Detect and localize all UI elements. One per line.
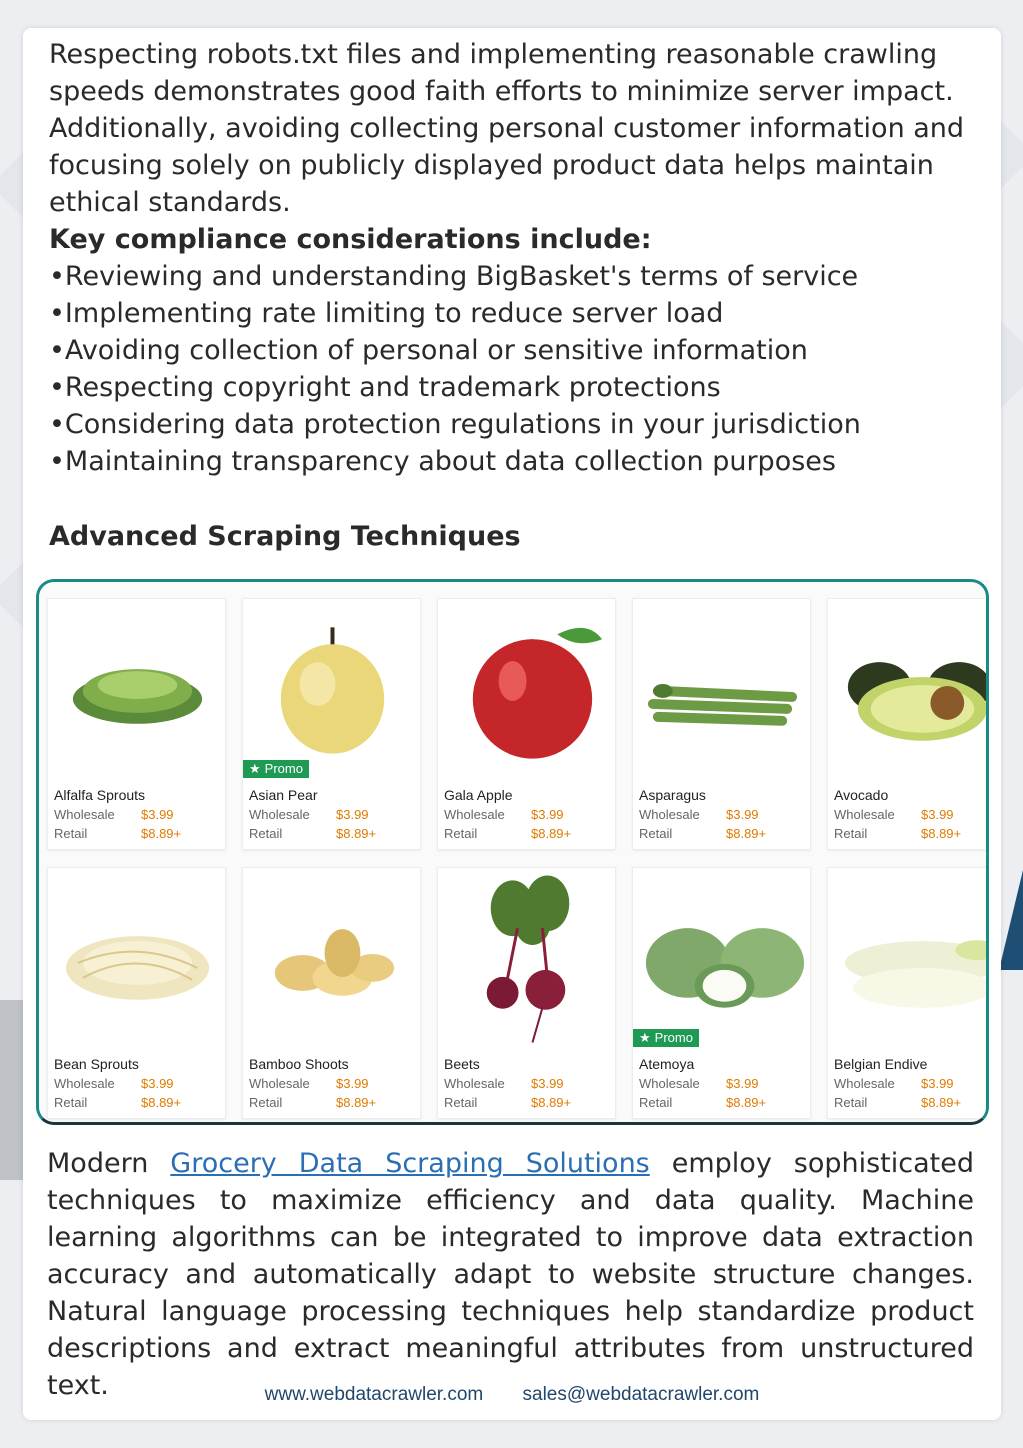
wholesale-price: $3.99 (336, 807, 369, 822)
retail-label: Retail (639, 1095, 673, 1110)
wholesale-label: Wholesale (249, 807, 310, 822)
compliance-item: •Reviewing and understanding BigBasket's terms of service (49, 261, 859, 292)
retail-label: Retail (54, 826, 88, 841)
retail-price-row (834, 1095, 989, 1110)
promo-label: Promo (264, 761, 303, 776)
wholesale-label: Wholesale (444, 1076, 505, 1091)
retail-label: Retail (834, 1095, 868, 1110)
retail-price-row (54, 826, 214, 841)
wholesale-label: Wholesale (54, 1076, 115, 1091)
atemoya-image (633, 868, 812, 1048)
wholesale-price-row (639, 1076, 799, 1091)
endive-image (828, 868, 989, 1048)
footer-email-link[interactable]: sales@webdatacrawler.com (522, 1384, 760, 1405)
closing-paragraph (47, 1145, 974, 1404)
wholesale-price: $3.99 (921, 807, 954, 822)
retail-price: $8.89+ (141, 826, 182, 841)
retail-price: $8.89+ (726, 1095, 767, 1110)
wholesale-price-row (249, 1076, 409, 1091)
grocery-scraping-link[interactable]: Grocery Data Scraping Solutions (170, 1148, 650, 1179)
retail-price-row (834, 826, 989, 841)
product-name: Atemoya (639, 1056, 695, 1072)
retail-price: $8.89+ (531, 1095, 572, 1110)
product-name: Alfalfa Sprouts (54, 787, 146, 803)
wholesale-label: Wholesale (834, 807, 895, 822)
product-card[interactable] (437, 867, 616, 1119)
compliance-item: •Considering data protection regulations in your jurisdiction (49, 409, 861, 440)
wholesale-label: Wholesale (444, 807, 505, 822)
retail-price-row (639, 826, 799, 841)
compliance-item: •Implementing rate limiting to reduce server load (49, 298, 724, 329)
product-card[interactable] (242, 867, 421, 1119)
retail-label: Retail (639, 826, 673, 841)
compliance-list (49, 221, 979, 480)
product-grid (47, 598, 989, 1119)
retail-label: Retail (249, 826, 283, 841)
retail-price: $8.89+ (336, 826, 377, 841)
compliance-item: •Maintaining transparency about data collection purposes (49, 446, 836, 477)
retail-price: $8.89+ (336, 1095, 377, 1110)
retail-label: Retail (249, 1095, 283, 1110)
wholesale-price-row (54, 1076, 214, 1091)
wholesale-price-row (444, 1076, 604, 1091)
retail-price: $8.89+ (921, 1095, 962, 1110)
promo-label: Promo (654, 1030, 693, 1045)
product-card[interactable] (47, 867, 226, 1119)
wholesale-price-row (444, 807, 604, 822)
product-name: Bean Sprouts (54, 1056, 139, 1072)
retail-price: $8.89+ (921, 826, 962, 841)
wholesale-price-row (639, 807, 799, 822)
product-card[interactable] (632, 867, 811, 1119)
bean-sprouts-image (48, 868, 227, 1048)
product-card[interactable] (437, 598, 616, 850)
product-grid-screenshot (36, 579, 989, 1125)
retail-price: $8.89+ (726, 826, 767, 841)
star-icon: ★ (639, 1030, 651, 1045)
retail-price-row (249, 1095, 409, 1110)
product-name: Belgian Endive (834, 1056, 928, 1072)
retail-price: $8.89+ (141, 1095, 182, 1110)
wholesale-label: Wholesale (249, 1076, 310, 1091)
product-name: Beets (444, 1056, 480, 1072)
asparagus-image (633, 599, 812, 779)
product-card[interactable] (242, 598, 421, 850)
retail-label: Retail (444, 826, 478, 841)
retail-price-row (444, 826, 604, 841)
wholesale-label: Wholesale (834, 1076, 895, 1091)
closing-lead: Modern (47, 1148, 149, 1179)
product-card[interactable] (827, 598, 989, 850)
product-card[interactable] (827, 867, 989, 1119)
beets-image (438, 868, 617, 1048)
promo-badge (243, 760, 309, 778)
wholesale-label: Wholesale (639, 807, 700, 822)
wholesale-price: $3.99 (921, 1076, 954, 1091)
apple-image (438, 599, 617, 779)
wholesale-price: $3.99 (141, 1076, 174, 1091)
retail-price: $8.89+ (531, 826, 572, 841)
wholesale-price: $3.99 (336, 1076, 369, 1091)
wholesale-price: $3.99 (531, 807, 564, 822)
wholesale-price: $3.99 (141, 807, 174, 822)
product-card[interactable] (47, 598, 226, 850)
retail-label: Retail (444, 1095, 478, 1110)
product-name: Bamboo Shoots (249, 1056, 349, 1072)
retail-price-row (639, 1095, 799, 1110)
footer (23, 1384, 1001, 1406)
retail-price-row (249, 826, 409, 841)
retail-price-row (54, 1095, 214, 1110)
retail-price-row (444, 1095, 604, 1110)
wholesale-price-row (834, 807, 989, 822)
product-name: Asian Pear (249, 787, 318, 803)
wholesale-label: Wholesale (54, 807, 115, 822)
wholesale-price: $3.99 (726, 807, 759, 822)
retail-label: Retail (54, 1095, 88, 1110)
product-name: Gala Apple (444, 787, 513, 803)
bamboo-shoots-image (243, 868, 422, 1048)
compliance-heading: Key compliance considerations include: (49, 224, 652, 255)
closing-rest: employ sophisticated techniques to maximize efficiency and data quality. Machine learning algorithms can be integrated to improve data extraction accuracy and automatically adapt to website structure changes. Natural language processing techniques help standardize product descriptions and extract meaningful attributes from unstructured text. (47, 1148, 974, 1401)
wholesale-price: $3.99 (726, 1076, 759, 1091)
intro-paragraph: Respecting robots.txt files and implementing reasonable crawling speeds demonstrates good faith efforts to minimize server impact. Additionally, avoiding collecting personal customer information and focusing solely on publicly displayed product data helps maintain ethical standards. (49, 39, 965, 218)
product-name: Avocado (834, 787, 889, 803)
compliance-item: •Avoiding collection of personal or sensitive information (49, 335, 808, 366)
avocado-image (828, 599, 989, 779)
document-page (23, 28, 1001, 1420)
product-card[interactable] (632, 598, 811, 850)
compliance-item: •Respecting copyright and trademark protections (49, 372, 721, 403)
wholesale-price-row (249, 807, 409, 822)
sprouts-image (48, 599, 227, 779)
pear-image (243, 599, 422, 779)
product-name: Asparagus (639, 787, 706, 803)
wholesale-label: Wholesale (639, 1076, 700, 1091)
retail-label: Retail (834, 826, 868, 841)
section-heading: Advanced Scraping Techniques (49, 521, 521, 552)
promo-badge (633, 1029, 699, 1047)
wholesale-price-row (834, 1076, 989, 1091)
star-icon: ★ (249, 761, 261, 776)
wholesale-price: $3.99 (531, 1076, 564, 1091)
wholesale-price-row (54, 807, 214, 822)
footer-website-link[interactable]: www.webdatacrawler.com (264, 1384, 484, 1405)
